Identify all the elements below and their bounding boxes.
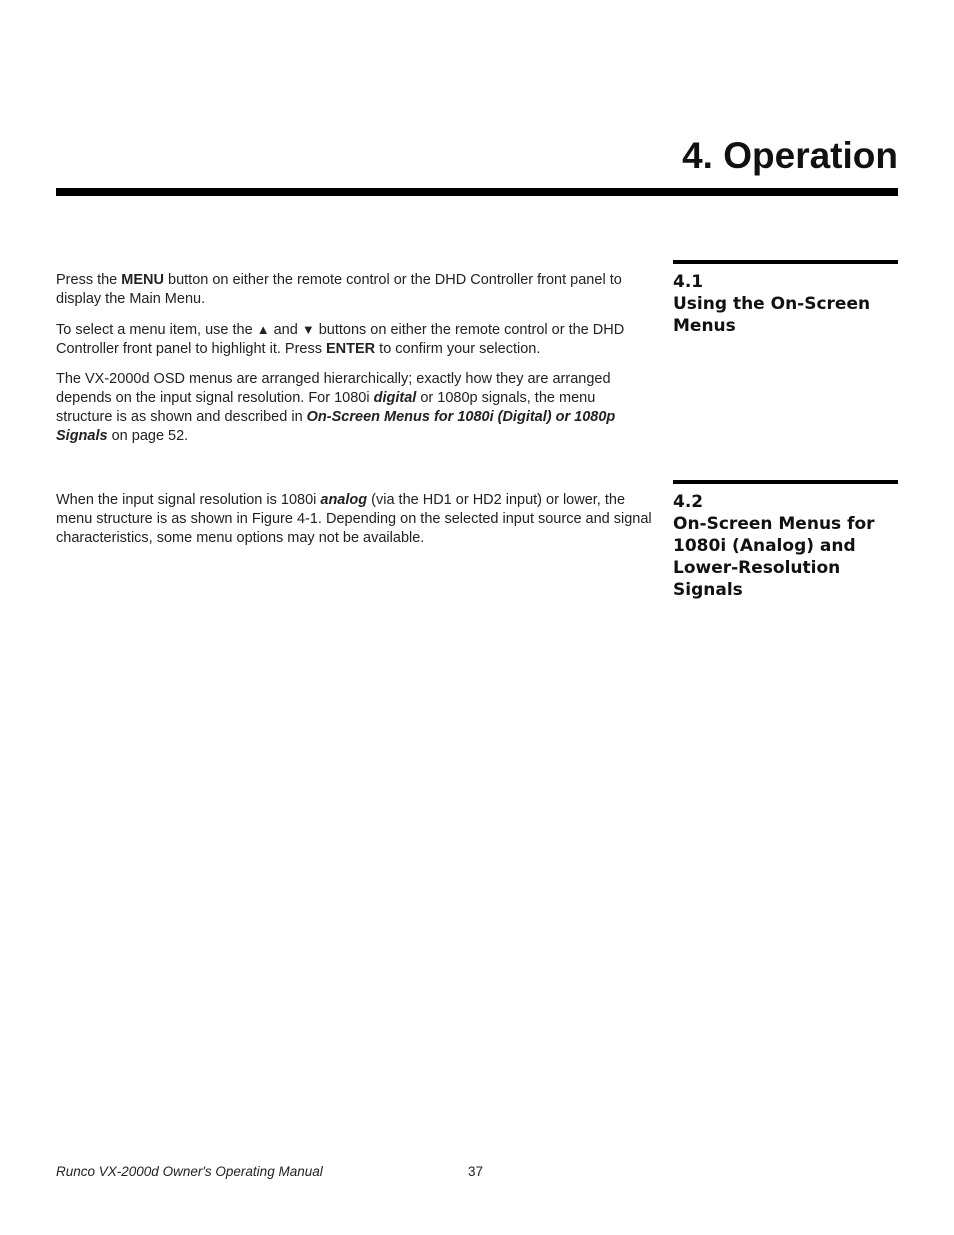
section-rule-4-2 — [673, 480, 898, 484]
footer-page-number: 37 — [468, 1164, 484, 1179]
section-body-4-2 — [56, 491, 654, 559]
section-number: 4.1 — [673, 272, 704, 292]
enter-keyword: ENTER — [326, 341, 376, 357]
digital-keyword: digital — [373, 390, 417, 406]
section-rule-4-1 — [673, 260, 898, 264]
section-title: On-Screen Menus for 1080i (Analog) and Lower-Resolution Signals — [673, 514, 875, 600]
section-heading-4-1 — [673, 271, 898, 337]
section-body-4-1 — [56, 271, 654, 457]
paragraph: To select a menu item, use the ▲ and ▼ buttons on either the remote control or the DHD Controller front panel to highlight it. Press ENTER to confirm your selection. — [56, 322, 625, 357]
section-title: Using the On-Screen Menus — [673, 294, 871, 336]
chapter-rule — [56, 188, 898, 196]
paragraph: The VX-2000d OSD menus are arranged hierarchically; exactly how they are arranged depends on the input signal resolution. For 1080i digital or 1080p signals, the menu structure is as shown and described in On-Screen Menus for 1080i (Digital) or 1080p Signals on page 52. — [56, 371, 616, 444]
paragraph: When the input signal resolution is 1080i analog (via the HD1 or HD2 input) or lower, the menu structure is as shown in Figure 4-1. Depending on the selected input source and signal characteristics, some menu options may not be available. — [56, 492, 652, 546]
down-arrow-icon: ▼ — [301, 322, 315, 337]
analog-keyword: analog — [320, 492, 368, 508]
section-heading-4-2 — [673, 491, 898, 601]
menu-keyword: MENU — [121, 272, 164, 288]
up-arrow-icon: ▲ — [256, 322, 270, 337]
section-number: 4.2 — [673, 492, 704, 512]
chapter-title: 4. Operation — [682, 135, 898, 176]
footer-manual-title: Runco VX-2000d Owner's Operating Manual — [56, 1164, 323, 1179]
paragraph: Press the MENU button on either the remote control or the DHD Controller front panel to display the Main Menu. — [56, 272, 622, 307]
cross-reference-link[interactable]: On-Screen Menus for 1080i (Digital) or 1080p Signals — [56, 409, 616, 444]
